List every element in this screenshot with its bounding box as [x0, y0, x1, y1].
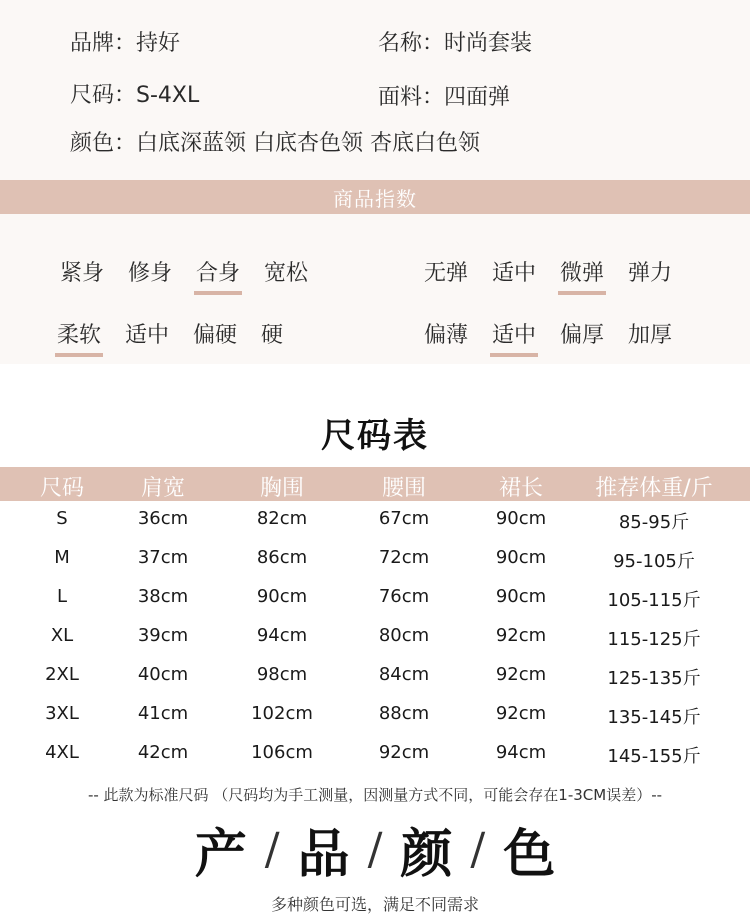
colors-text: 颜色：白底深蓝领 白底杏色领 杏底白色领: [70, 131, 480, 156]
column-header: 胸围: [259, 476, 304, 501]
fit-scale: [60, 256, 332, 293]
table-cell: 125-135斤: [607, 668, 701, 689]
colors-char-4: 色: [503, 823, 556, 885]
colors-subtitle: 多种颜色可选，满足不同需求: [270, 895, 479, 914]
product-index-title: 商品指数: [333, 186, 417, 211]
colors-char-3: 颜: [400, 823, 453, 885]
softness-option: 适中: [125, 323, 170, 348]
thickness-option: 加厚: [628, 323, 673, 348]
fabric-text: 面料：四面弹: [378, 85, 511, 110]
table-cell: 67cm: [378, 508, 430, 529]
table-cell: 80cm: [378, 625, 430, 646]
table-cell: 115-125斤: [607, 629, 701, 650]
table-cell: 145-155斤: [607, 746, 701, 767]
table-cell: 90cm: [495, 586, 547, 607]
product-info-panel: [0, 0, 750, 180]
table-cell: 3XL: [45, 703, 79, 724]
fit-option: 紧身: [60, 261, 105, 286]
table-cell: 106cm: [251, 742, 313, 763]
table-cell: 2XL: [45, 664, 79, 685]
table-cell: 4XL: [45, 742, 79, 763]
table-cell: 88cm: [378, 703, 430, 724]
thickness-option-selected: 适中: [492, 318, 536, 355]
table-cell: 92cm: [495, 625, 547, 646]
product-index-panel: [0, 214, 750, 364]
table-cell: 41cm: [137, 703, 189, 724]
column-header: 肩宽: [140, 476, 185, 501]
table-cell: 76cm: [378, 586, 430, 607]
table-cell: 135-145斤: [607, 707, 701, 728]
column-header: 腰围: [381, 476, 426, 501]
table-cell: 90cm: [256, 586, 308, 607]
brand-text: 品牌：持好: [70, 31, 181, 56]
size-note: -- 此款为标准尺码 （尺码均为手工测量，因测量方式不同，可能会存在1-3CM误差）--: [87, 786, 663, 804]
table-cell: 37cm: [137, 547, 189, 568]
table-cell: 38cm: [137, 586, 189, 607]
elasticity-option-selected: 微弹: [560, 256, 604, 293]
product-index-banner: [0, 180, 750, 214]
table-cell: M: [54, 547, 70, 568]
table-cell: 95-105斤: [613, 551, 695, 572]
elasticity-scale: [424, 256, 696, 293]
elasticity-option: 无弹: [424, 261, 469, 286]
softness-option: 偏硬: [193, 323, 238, 348]
column-header: 推荐体重/斤: [595, 476, 713, 501]
softness-option-selected: 柔软: [57, 318, 101, 355]
table-cell: 86cm: [256, 547, 308, 568]
column-header: 尺码: [39, 476, 84, 501]
column-header: 裙长: [498, 476, 543, 501]
table-cell: 94cm: [256, 625, 308, 646]
colors-char-1: 产: [194, 823, 247, 885]
table-cell: 105-115斤: [607, 590, 701, 611]
slash-divider: /: [470, 823, 486, 875]
table-cell: 92cm: [495, 664, 547, 685]
table-cell: L: [56, 586, 68, 607]
fit-option: 宽松: [264, 261, 309, 286]
slash-divider: /: [264, 823, 280, 875]
table-cell: 40cm: [137, 664, 189, 685]
thickness-option: 偏厚: [560, 323, 605, 348]
table-cell: 42cm: [137, 742, 189, 763]
softness-option: 硬: [261, 323, 284, 348]
product-colors-heading: [0, 818, 750, 885]
size-table-header: [0, 467, 750, 501]
fit-option: 修身: [128, 261, 173, 286]
table-cell: 39cm: [137, 625, 189, 646]
colors-char-2: 品: [297, 823, 350, 885]
table-cell: 82cm: [256, 508, 308, 529]
elasticity-option: 适中: [492, 261, 537, 286]
table-cell: 102cm: [251, 703, 313, 724]
table-cell: 98cm: [256, 664, 308, 685]
table-cell: 36cm: [137, 508, 189, 529]
name-text: 名称：时尚套装: [378, 31, 533, 56]
fit-option-selected: 合身: [196, 256, 240, 293]
table-cell: 85-95斤: [618, 512, 690, 533]
table-cell: 84cm: [378, 664, 430, 685]
table-cell: 90cm: [495, 508, 547, 529]
thickness-option: 偏薄: [424, 323, 469, 348]
table-cell: S: [56, 508, 68, 529]
table-cell: 72cm: [378, 547, 430, 568]
thickness-scale: [424, 318, 696, 355]
slash-divider: /: [367, 823, 383, 875]
size-chart-title: 尺码表: [321, 416, 429, 456]
size-range-text: 尺码：S-4XL: [70, 83, 200, 108]
table-cell: 94cm: [495, 742, 547, 763]
table-cell: 90cm: [495, 547, 547, 568]
table-cell: 92cm: [378, 742, 430, 763]
elasticity-option: 弹力: [628, 261, 673, 286]
table-cell: 92cm: [495, 703, 547, 724]
table-cell: XL: [50, 625, 74, 646]
softness-scale: [57, 318, 307, 355]
